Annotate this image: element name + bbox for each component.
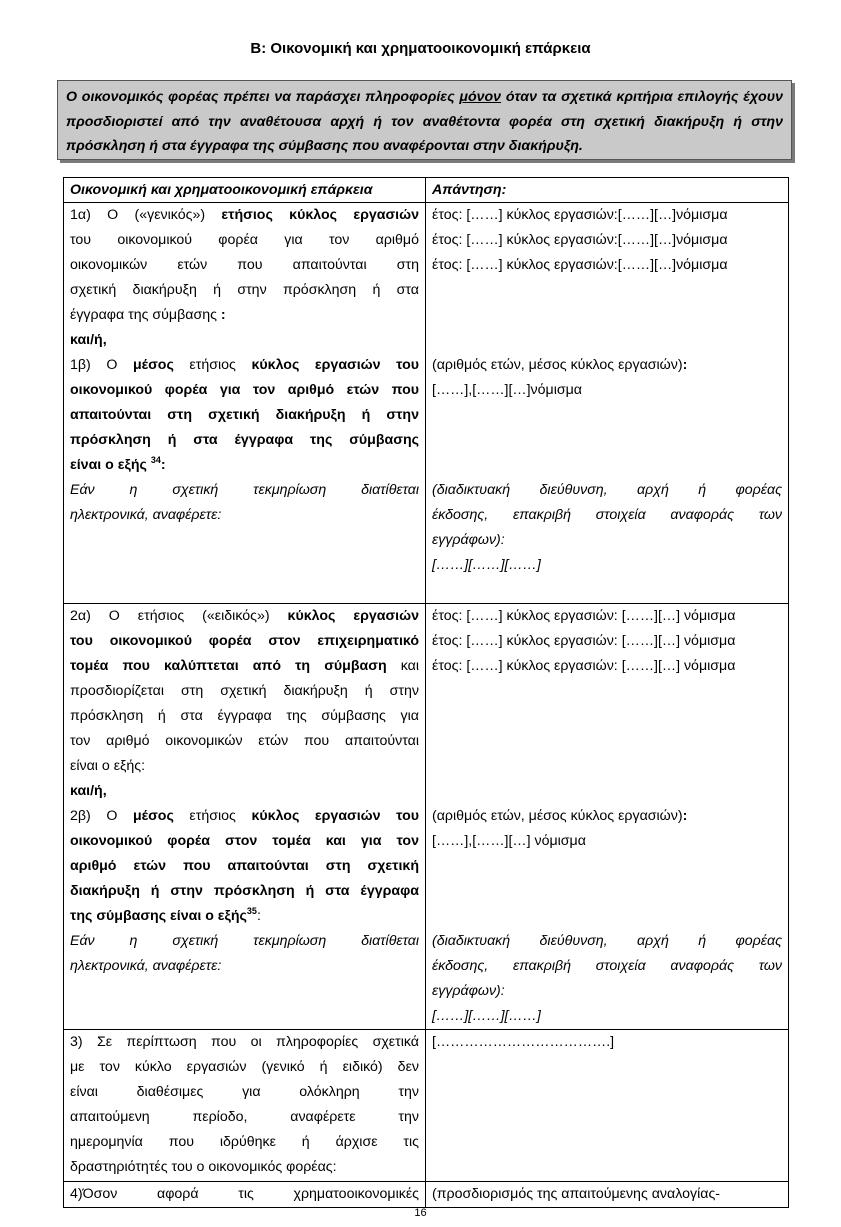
row2-line-3-bold: τομέα που καλύπτεται από τη σύμβαση [70,658,387,674]
row1-colon: : [220,307,226,323]
row2-text-a: 2α) Ο ετήσιος («ειδικός») [70,608,288,624]
row1-question-cell [64,203,426,604]
financial-standing-table [63,177,789,1208]
row1-url-label-1: (διαδικτυακή διεύθυνση, αρχή ή φορέας [432,482,782,498]
row1b-line-2: οικονομικού φορέα για τον αριθμό ετών που [70,382,419,398]
table-row-financial-ratios [64,1182,789,1208]
row1-line-4: σχετική διακήρυξη ή στην πρόσκληση ή στα [70,282,419,298]
row1-avg-colon: : [682,357,688,373]
row2-andor: και/ή, [70,783,107,799]
row2-year-2[interactable]: έτος: [……] κύκλος εργασιών: [……][…] νόμισμα [432,633,736,649]
row2-answer-cell[interactable] [426,604,789,1030]
row3-line-5: ημερομηνία που ιδρύθηκε ή άρχισε τις [70,1134,419,1150]
row2-year-3[interactable]: έτος: [……] κύκλος εργασιών: [……][…] νόμισμα [432,658,736,674]
header-right-cell: Απάντηση: [426,178,789,203]
row2b-text-c: ετήσιος [173,808,252,824]
row3-line-1: 3) Σε περίπτωση που οι πληροφορίες σχετικά [70,1034,419,1050]
row3-line-3: είναι διαθέσιμες για ολόκληρη την [70,1084,419,1100]
row1-electronic-2: ηλεκτρονικά, αναφέρετε: [70,507,222,523]
row1-line-5: έγγραφα της σύμβασης [70,307,221,323]
notice-text-2: όταν τα σχετικά κριτήρια επιλογής έχουν προσδιοριστεί από την αναθέτουσα αρχή ή τον αναθέτοντα φορέα στη σχετική διακήρυξη ή στην πρόσκληση ή στα έγγραφα της σύμβασης που αναφέρονται στην διακήρυξη. [66,89,783,154]
table-row-turnover-general [64,203,789,604]
row2-avg-value[interactable]: [……],[……][…] νόμισμα [432,833,586,849]
section-heading: Β: Οικονομική και χρηματοοικονομική επάρκεια [250,40,591,57]
footnote-34: 34 [150,455,161,465]
table-row-establishment-date [64,1030,789,1182]
row1-avg-label: (αριθμός ετών, μέσος κύκλος εργασιών) [432,357,683,373]
row1-andor: και/ή, [70,332,107,348]
row2b-colon: : [256,908,261,924]
row2b-line-5: της σύμβασης είναι ο εξής [70,908,247,924]
notice-text-1: Ο οικονομικός φορέας πρέπει να παράσχει πληροφορίες [66,89,460,105]
row3-line-6: δραστηριότητές του ο οικονομικός φορέας: [70,1159,337,1175]
row1-avg-value[interactable]: [……],[……][…]νόμισμα [432,382,582,398]
row2-year-1[interactable]: έτος: [……] κύκλος εργασιών: [……][…] νόμισμα [432,608,736,624]
row2-avg-colon: : [682,808,688,824]
row4-answer-cell[interactable] [426,1182,789,1208]
row2-url-label-3: εγγράφων): [432,983,505,999]
row2-electronic-1: Εάν η σχετική τεκμηρίωση διατίθεται [70,933,419,949]
row1b-line-3: απαιτούνται στη σχετική διακήρυξη ή στην [70,407,419,423]
footnote-35: 35 [246,906,257,916]
row2-electronic-2: ηλεκτρονικά, αναφέρετε: [70,958,222,974]
row3-line-4: απαιτούμενη περίοδο, αναφέρετε την [70,1109,419,1125]
row1b-text-a: 1β) Ο [70,357,133,373]
row1-text: 1α) Ο («γενικός») [70,207,222,223]
row2b-line-2: οικονομικού φορέα στον τομέα και για τον [70,833,419,849]
row1b-line-5: είναι ο εξής [70,457,151,473]
row1-year-3[interactable]: έτος: [……] κύκλος εργασιών:[……][…]νόμισμα [432,257,728,273]
row3-answer-cell[interactable] [426,1030,789,1182]
row1-line-2: του οικονομικού φορέα για τον αριθμό [70,232,419,248]
row2-line-5: πρόσκληση ή στα έγγραφα της σύμβασης για [70,708,419,724]
table-row-turnover-specific [64,604,789,1030]
row2-url-value[interactable]: [……][……][……] [432,1008,541,1024]
row1b-bold-d: κύκλος εργασιών του [251,357,420,373]
row2-avg-label: (αριθμός ετών, μέσος κύκλος εργασιών) [432,808,683,824]
row2-line-4: προσδιορίζεται στη σχετική διακήρυξη ή στην [70,683,419,699]
row2-line-6: τον αριθμό οικονομικών ετών που απαιτούνται [70,733,419,749]
row3-line-2: με τον κύκλο εργασιών (γενικό ή ειδικό) δεν [70,1059,419,1075]
row4-question-cell [64,1182,426,1208]
row2b-bold-d: κύκλος εργασιών του [251,808,420,824]
row2b-text-a: 2β) Ο [70,808,133,824]
row4-line-1: 4)Όσον αφορά τις χρηματοοικονομικές [70,1186,419,1202]
row1-bold: ετήσιος κύκλος εργασιών [221,207,419,223]
row1-year-1[interactable]: έτος: [……] κύκλος εργασιών:[……][…]νόμισμα [432,207,728,223]
row3-question-cell [64,1030,426,1182]
row2b-line-4: διακήρυξη ή στην πρόσκληση ή στα έγγραφα [70,883,419,899]
row1-electronic-1: Εάν η σχετική τεκμηρίωση διατίθεται [70,482,419,498]
row1-url-label-2: έκδοσης, επακριβή στοιχεία αναφοράς των [432,507,782,523]
row2-line-3-end: και [386,658,419,674]
row1-url-value[interactable]: [……][……][……] [432,557,541,573]
row1-year-2[interactable]: έτος: [……] κύκλος εργασιών:[……][…]νόμισμα [432,232,728,248]
row1-line-3: οικονομικών ετών που απαιτούνται στη [70,257,419,273]
row3-date-value[interactable]: [……………………………….] [432,1034,615,1050]
row4-ratio-label: (προσδιορισμός της απαιτούμενης αναλογίας- [432,1186,721,1202]
row2-line-7: είναι ο εξής: [70,758,146,774]
row1b-colon: : [160,457,166,473]
row1-url-label-3: εγγράφων): [432,532,505,548]
page-number: 16 [414,1207,427,1219]
row2b-average: μέσος [133,808,174,824]
instruction-notice [57,80,792,160]
header-left-cell: Οικονομική και χρηματοοικονομική επάρκεια [64,178,426,203]
row2b-line-3: αριθμό ετών που απαιτούνται στη σχετική [70,858,419,874]
row2-url-label-2: έκδοσης, επακριβή στοιχεία αναφοράς των [432,958,782,974]
notice-underlined-word: μόνον [459,89,502,105]
row1b-line-4: πρόσκληση ή στα έγγραφα της σύμβασης [70,432,419,448]
row1b-average: μέσος [133,357,174,373]
row2-question-cell [64,604,426,1030]
row1b-text-c: ετήσιος [173,357,252,373]
row2-url-label-1: (διαδικτυακή διεύθυνση, αρχή ή φορέας [432,933,782,949]
row2-bold-b: κύκλος εργασιών [287,608,419,624]
row2-line-2: του οικονομικού φορέα στον επιχειρηματικό [70,633,419,649]
table-header-row [64,178,789,203]
row1-answer-cell[interactable] [426,203,789,604]
